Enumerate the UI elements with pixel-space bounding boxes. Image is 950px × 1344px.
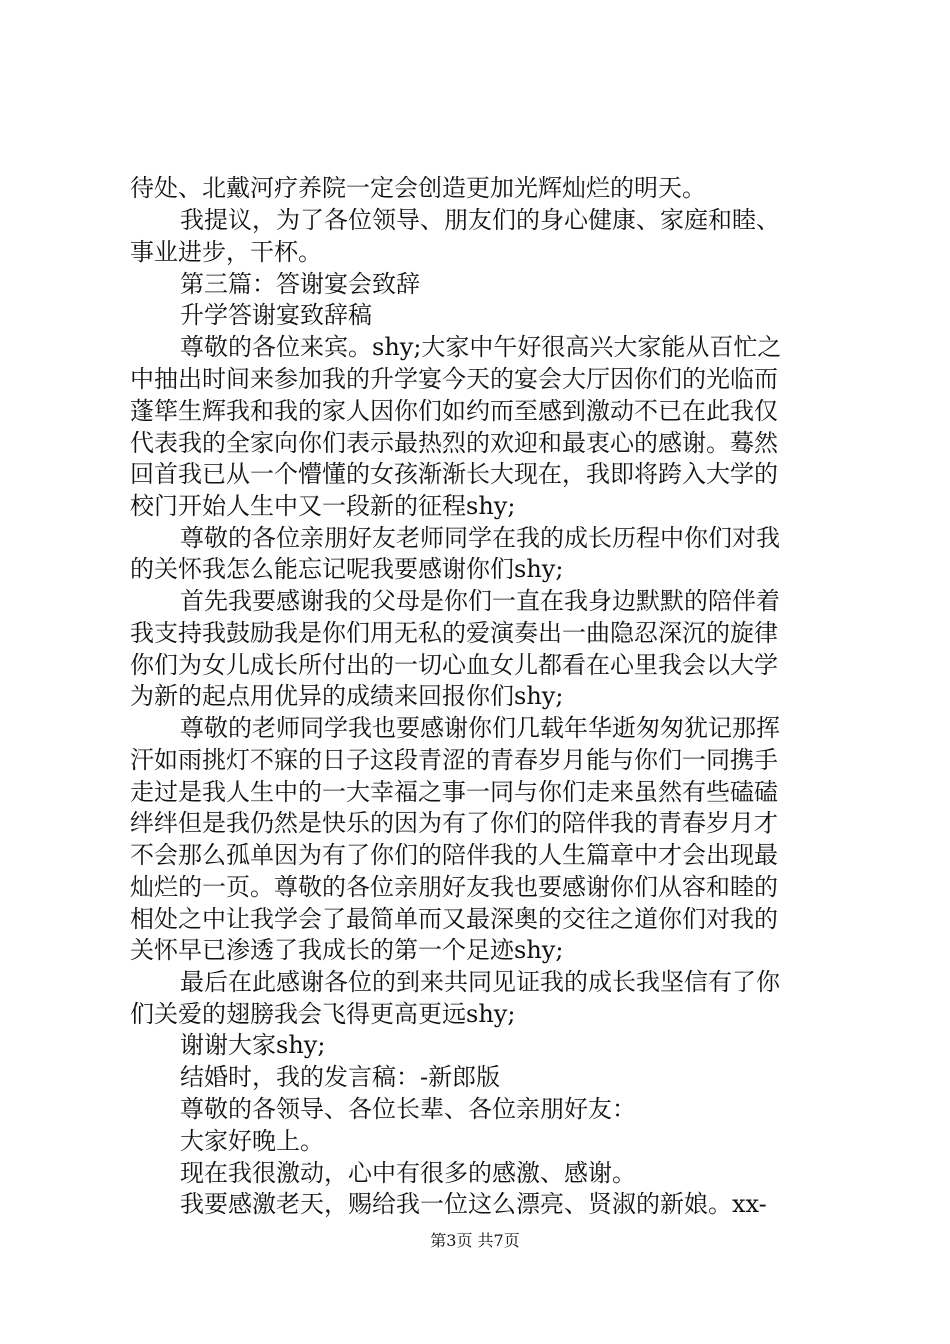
page-number: 第3页 共7页 xyxy=(430,1231,520,1250)
text-line: 尊敬的各领导、各位长辈、各位亲朋好友： xyxy=(180,1095,636,1123)
subheading: 升学答谢宴致辞稿 xyxy=(180,301,372,329)
text-line: 相处之中让我学会了最简单而又最深奥的交往之道你们对我的 xyxy=(130,905,778,933)
text-line: 绊绊但是我仍然是快乐的因为有了你们的陪伴我的青春岁月才 xyxy=(130,809,778,837)
text-line: 蓬筚生辉我和我的家人因你们如约而至感到激动不已在此我仅 xyxy=(130,397,778,425)
text-line: 首先我要感谢我的父母是你们一直在我身边默默的陪伴着 xyxy=(180,587,780,615)
text-line: 结婚时，我的发言稿：-新郎版 xyxy=(180,1063,501,1091)
page-footer xyxy=(0,1230,950,1252)
text-line: 我要感激老天，赐给我一位这么漂亮、贤淑的新娘。xx- xyxy=(180,1190,767,1218)
text-line: 中抽出时间来参加我的升学宴今天的宴会大厅因你们的光临而 xyxy=(130,365,778,393)
text-line: 为新的起点用优异的成绩来回报你们shy; xyxy=(130,682,564,710)
text-line: 大家好晚上。 xyxy=(180,1127,324,1155)
text-line: 最后在此感谢各位的到来共同见证我的成长我坚信有了你 xyxy=(180,968,780,996)
text-line: 关怀早已渗透了我成长的第一个足迹shy; xyxy=(130,936,564,964)
text-line: 回首我已从一个懵懂的女孩渐渐长大现在，我即将跨入大学的 xyxy=(130,460,778,488)
text-line: 校门开始人生中又一段新的征程shy; xyxy=(130,492,516,520)
text-line: 现在我很激动，心中有很多的感激、感谢。 xyxy=(180,1159,636,1187)
text-line: 代表我的全家向你们表示最热烈的欢迎和最衷心的感谢。蓦然 xyxy=(130,429,778,457)
text-line: 的关怀我怎么能忘记呢我要感谢你们shy; xyxy=(130,555,564,583)
section-heading: 第三篇：答谢宴会致辞 xyxy=(180,270,420,298)
text-line: 不会那么孤单因为有了你们的陪伴我的人生篇章中才会出现最 xyxy=(130,841,778,869)
text-line: 谢谢大家shy; xyxy=(180,1031,326,1059)
text-line: 汗如雨挑灯不寐的日子这段青涩的青春岁月能与你们一同携手 xyxy=(130,746,778,774)
text-line: 事业进步，干杯。 xyxy=(130,238,322,266)
text-line: 待处、北戴河疗养院一定会创造更加光辉灿烂的明天。 xyxy=(130,174,706,202)
text-line: 尊敬的老师同学我也要感谢你们几载年华逝匆匆犹记那挥 xyxy=(180,714,780,742)
text-line: 尊敬的各位来宾。shy;大家中午好很高兴大家能从百忙之 xyxy=(180,333,782,361)
text-line: 走过是我人生中的一大幸福之事一同与你们走来虽然有些磕磕 xyxy=(130,778,778,806)
text-line: 尊敬的各位亲朋好友老师同学在我的成长历程中你们对我 xyxy=(180,524,780,552)
text-line: 我支持我鼓励我是你们用无私的爱演奏出一曲隐忍深沉的旋律 xyxy=(130,619,778,647)
text-line: 你们为女儿成长所付出的一切心血女儿都看在心里我会以大学 xyxy=(130,651,778,679)
text-line: 们关爱的翅膀我会飞得更高更远shy; xyxy=(130,1000,516,1028)
text-line: 我提议，为了各位领导、朋友们的身心健康、家庭和睦、 xyxy=(180,206,780,234)
text-line: 灿烂的一页。尊敬的各位亲朋好友我也要感谢你们从容和睦的 xyxy=(130,873,778,901)
